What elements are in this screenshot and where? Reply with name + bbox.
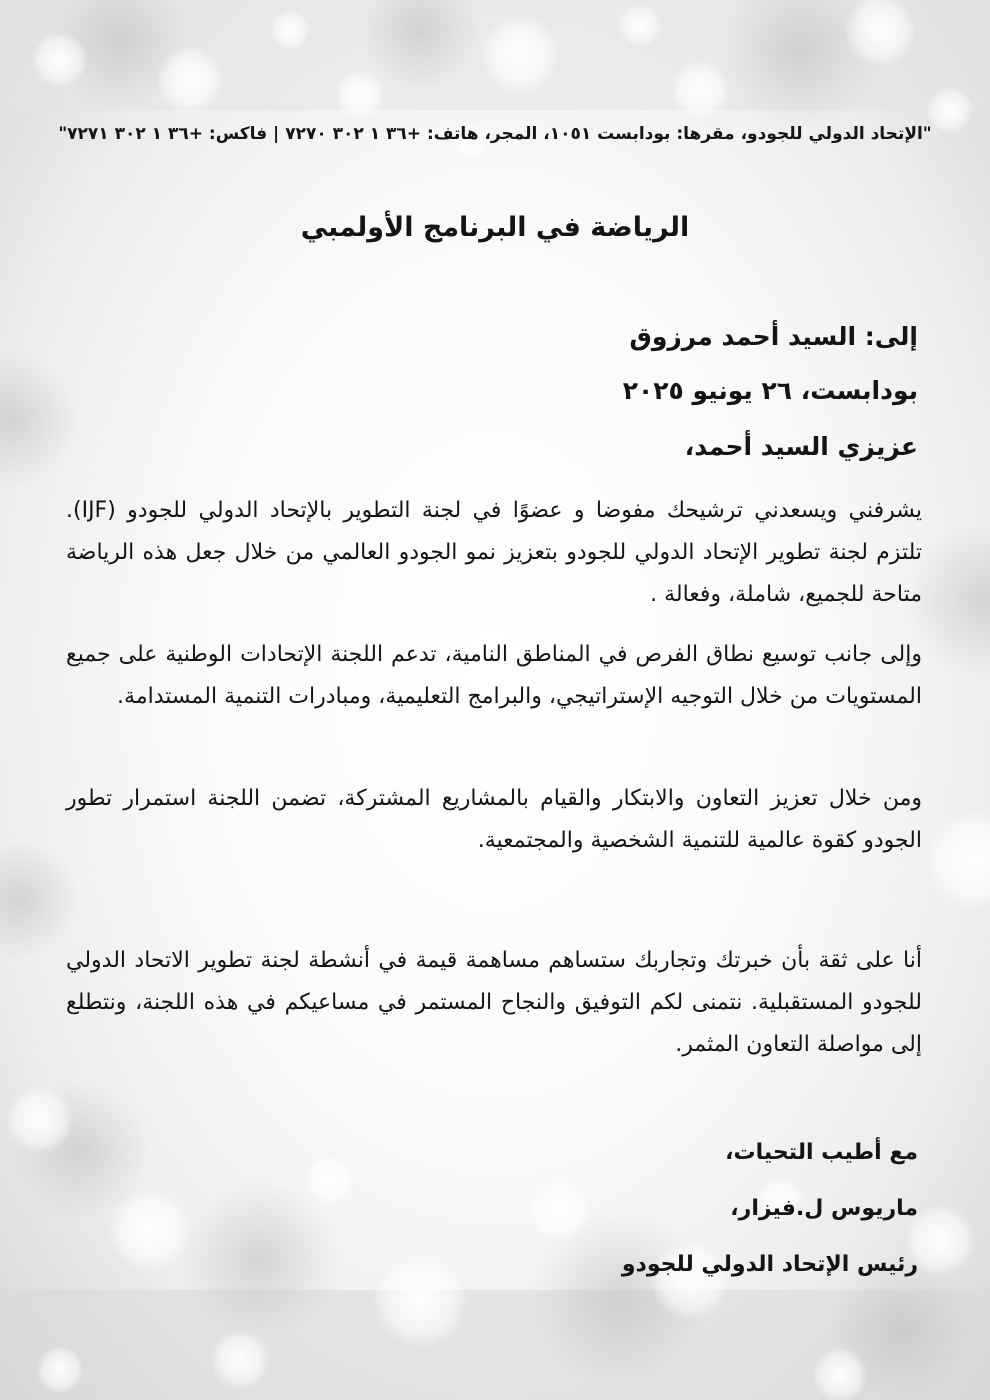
contact-header: "الإتحاد الدولي للجودو، مقرها: بودابست ١٠٥١، المجر، هاتف: +٣٦ ١ ٣٠٢ ٧٢٧٠ | فاكس: +٣٦ ١ ٣٠٢ ٧٢٧١" [58,124,932,144]
document-title: الرياضة في البرنامج الأولمبي [300,212,690,243]
body-paragraph: أنا على ثقة بأن خبرتك وتجاربك ستساهم مساهمة قيمة في أنشطة لجنة تطوير الاتحاد الدولي للجودو المستقبلية. نتمنى لكم التوفيق والنجاح المستمر في مساعيكم في هذه اللجنة، ونتطلع إلى مواصلة التعاون المثمر. [66,948,922,1057]
salutation: عزيزي السيد أحمد، [684,432,918,461]
body-paragraph: وإلى جانب توسيع نطاق الفرص في المناطق النامية، تدعم اللجنة الإتحادات الوطنية على جميع المستويات من خلال التوجيه الإستراتيجي، والبرامج التعليمية، ومبادرات التنمية المستدامة. [66,642,922,709]
place-date-line: بودابست، ٢٦ يونيو ٢٠٢٥ [622,376,918,405]
body-paragraph: يشرفني ويسعدني ترشيحك مفوضا و عضوًا في لجنة التطوير بالإتحاد الدولي للجودو (IJF). تلتزم لجنة تطوير الإتحاد الدولي للجودو بتعزيز نمو الجودو العالمي من خلال جعل هذه الرياضة متاحة للجميع، شاملة، وفعالة . [66,498,922,607]
signer-role: رئيس الإتحاد الدولي للجودو [621,1252,918,1277]
closing-line: مع أطيب التحيات، [725,1140,918,1165]
body-paragraph: ومن خلال تعزيز التعاون والابتكار والقيام بالمشاريع المشتركة، تضمن اللجنة استمرار تطور الجودو كقوة عالمية للتنمية الشخصية والمجتمعية. [66,786,922,853]
recipient-line: إلى: السيد أحمد مرزوق [629,322,918,351]
signer-name: ماريوس ل.فيزار، [730,1196,918,1221]
